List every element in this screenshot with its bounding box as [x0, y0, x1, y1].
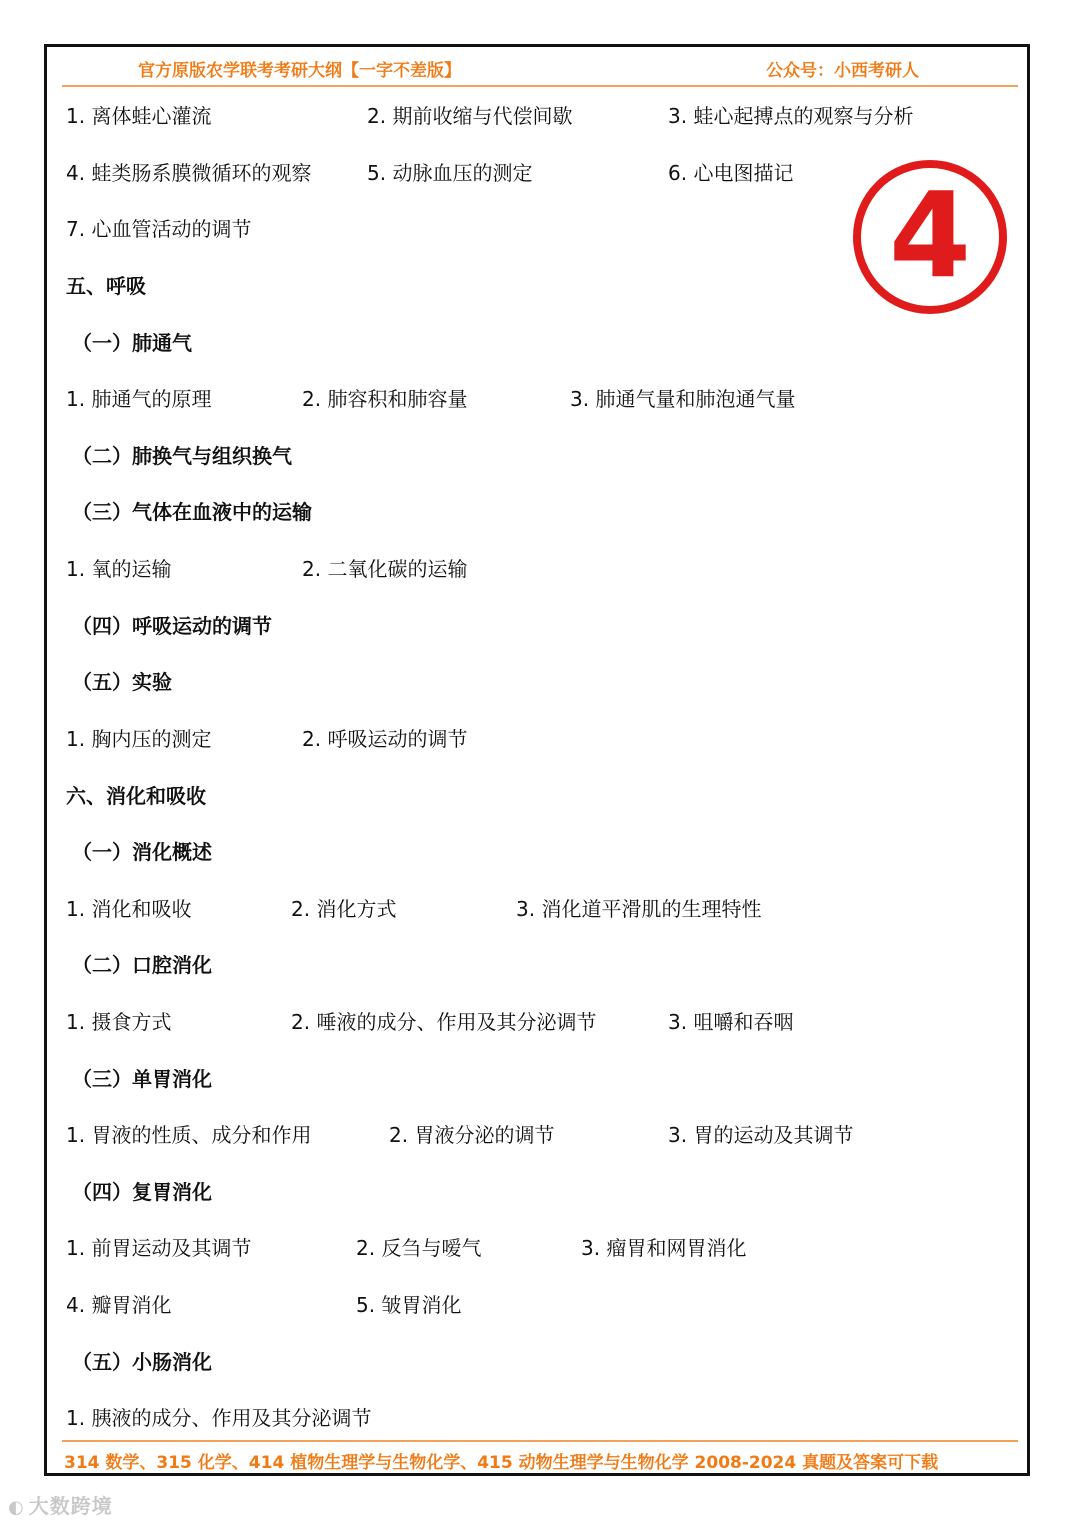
- list-item: 7. 心血管活动的调节: [66, 217, 252, 241]
- list-item: 1. 消化和吸收: [66, 897, 192, 921]
- list-item: 1. 胰液的成分、作用及其分泌调节: [66, 1406, 372, 1430]
- subsection-heading: （四）呼吸运动的调节: [72, 614, 272, 638]
- header-left-title: 官方原版农学联考考研大纲【一字不差版】: [138, 61, 461, 81]
- list-item: 1. 胸内压的测定: [66, 727, 212, 751]
- list-item: 2. 期前收缩与代偿间歇: [367, 104, 573, 128]
- subsection-heading: （三）单胃消化: [72, 1067, 212, 1091]
- subsection-heading: （一）肺通气: [72, 331, 192, 355]
- header-right-title: 公众号：小西考研人: [766, 61, 919, 81]
- subsection-heading: （二）肺换气与组织换气: [72, 444, 292, 468]
- header-divider: [62, 85, 1018, 87]
- list-item: 1. 离体蛙心灌流: [66, 104, 212, 128]
- badge-number: 4: [888, 166, 972, 304]
- subsection-heading: （三）气体在血液中的运输: [72, 500, 312, 524]
- list-item: 2. 反刍与嗳气: [356, 1236, 482, 1260]
- subsection-heading: （五）小肠消化: [72, 1350, 212, 1374]
- list-item: 1. 氧的运输: [66, 557, 172, 581]
- list-item: 4. 瓣胃消化: [66, 1293, 172, 1317]
- number-badge: [851, 158, 1009, 316]
- list-item: 1. 前胃运动及其调节: [66, 1236, 252, 1260]
- section-heading: 六、消化和吸收: [66, 784, 206, 808]
- list-item: 3. 肺通气量和肺泡通气量: [570, 387, 796, 411]
- list-item: 5. 动脉血压的测定: [367, 161, 533, 185]
- list-item: 1. 肺通气的原理: [66, 387, 212, 411]
- footer-divider: [62, 1440, 1018, 1442]
- section-heading: 五、呼吸: [66, 274, 146, 298]
- list-item: 3. 蛙心起搏点的观察与分析: [668, 104, 914, 128]
- list-item: 3. 胃的运动及其调节: [668, 1123, 854, 1147]
- list-item: 4. 蛙类肠系膜微循环的观察: [66, 161, 312, 185]
- list-item: 3. 咀嚼和吞咽: [668, 1010, 794, 1034]
- list-item: 2. 呼吸运动的调节: [302, 727, 468, 751]
- list-item: 2. 胃液分泌的调节: [389, 1123, 555, 1147]
- footer-note: 314 数学、315 化学、414 植物生理学与生物化学、415 动物生理学与生物化学 2008-2024 真题及答案可下载: [64, 1453, 939, 1473]
- subsection-heading: （二）口腔消化: [72, 953, 212, 977]
- watermark-text: 大数跨境: [28, 1494, 113, 1518]
- watermark: [8, 1490, 113, 1519]
- list-item: 5. 皱胃消化: [356, 1293, 462, 1317]
- list-item: 2. 肺容积和肺容量: [302, 387, 468, 411]
- logo-icon: ◐: [8, 1497, 25, 1518]
- subsection-heading: （一）消化概述: [72, 840, 212, 864]
- list-item: 2. 唾液的成分、作用及其分泌调节: [291, 1010, 597, 1034]
- list-item: 3. 瘤胃和网胃消化: [581, 1236, 747, 1260]
- list-item: 1. 摄食方式: [66, 1010, 172, 1034]
- subsection-heading: （五）实验: [72, 670, 172, 694]
- list-item: 1. 胃液的性质、成分和作用: [66, 1123, 312, 1147]
- list-item: 2. 二氧化碳的运输: [302, 557, 468, 581]
- subsection-heading: （四）复胃消化: [72, 1180, 212, 1204]
- list-item: 6. 心电图描记: [668, 161, 794, 185]
- list-item: 3. 消化道平滑肌的生理特性: [516, 897, 762, 921]
- list-item: 2. 消化方式: [291, 897, 397, 921]
